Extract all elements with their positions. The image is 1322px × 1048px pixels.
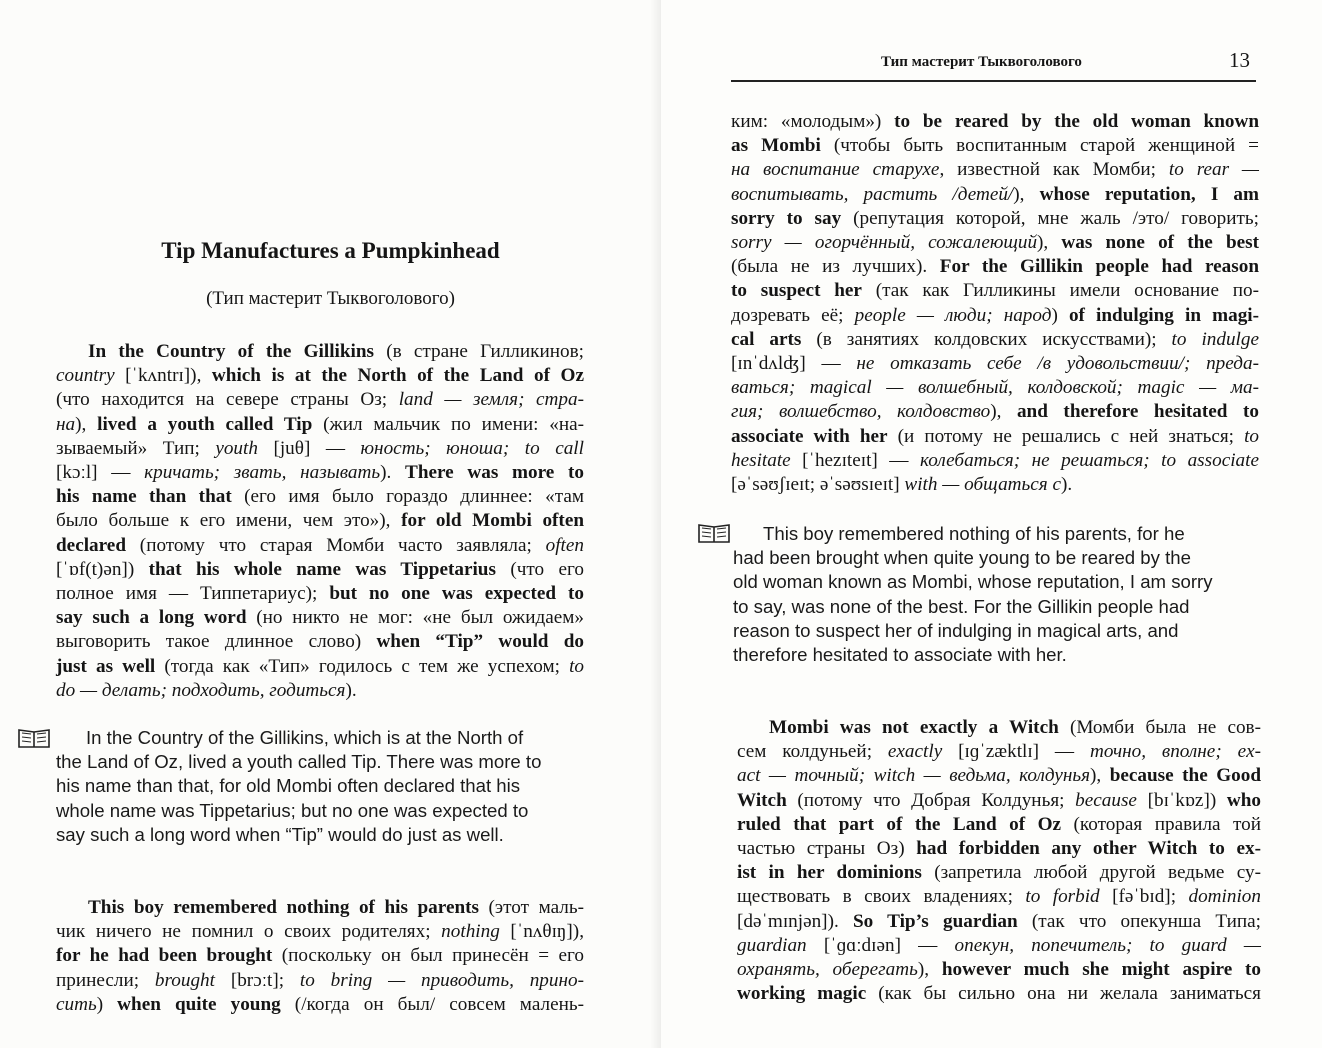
- chapter-title: Tip Manufactures a Pumpkinhead: [161, 238, 500, 263]
- english-line: his name than that, for old Mombi often declared that his: [56, 775, 521, 797]
- english-line: In the Country of the Gillikins, which is at the North of: [86, 727, 524, 748]
- english-line: old woman known as Mombi, whose reputation, I am sorry: [733, 571, 1213, 593]
- translation-text: (поскольку он был принесён = его: [272, 945, 584, 967]
- english-phrase: which is at the North of the Land of Oz: [211, 365, 584, 387]
- translation-text: чик ничего не помнил о своих родителях;: [56, 921, 442, 943]
- english-line: therefore hesitated to associate with her.: [733, 644, 1067, 666]
- translation-text: (но никто не мог: «не был ожидаем»: [246, 607, 584, 629]
- translation-text: было больше к его имени, чем это»),: [56, 510, 402, 532]
- english-phrase: So Tip’s guardian: [853, 910, 1018, 932]
- translation-text: сем колдуньей;: [737, 741, 888, 763]
- text-line: [56, 461, 584, 485]
- translation-text: полное имя — Типпетариус);: [56, 583, 330, 605]
- translation-text: частью страны Оз): [737, 838, 917, 860]
- running-head: [731, 48, 1256, 82]
- paragraph-3-bilingual: [737, 716, 1261, 1006]
- open-book-icon: [697, 522, 731, 544]
- gloss-italic: точно, вполне; ex-: [1090, 741, 1261, 763]
- translation-text: (этот маль-: [478, 897, 584, 918]
- gloss-italic: dominion: [1188, 886, 1261, 908]
- text-line: [56, 920, 584, 944]
- english-phrase: In the Country of the Gillikins: [88, 341, 374, 362]
- gloss-italic: ваться; magical — волшебный, колдовской; magic — ма-: [731, 377, 1259, 399]
- english-phrase: cal arts: [731, 328, 802, 350]
- text-line: [56, 534, 584, 558]
- text-line: [737, 837, 1261, 861]
- text-line: [737, 885, 1261, 909]
- translation-text: (чтобы быть воспитанным старой женщиной =: [820, 135, 1259, 157]
- gloss-italic: сить: [56, 993, 97, 1015]
- translation-text: (что находится на севере страны Оз;: [56, 389, 399, 411]
- translation-text: (тогда как «Тип» годилось с тем же успехом;: [155, 655, 570, 677]
- translation-text: ),: [1013, 183, 1040, 205]
- translation-text: [juθ] —: [257, 437, 361, 459]
- english-phrase: but no one was expected to: [329, 583, 584, 605]
- english-phrase: who: [1226, 789, 1261, 811]
- english-line: had been brought when quite young to be reared by the: [733, 547, 1191, 569]
- translation-text: [brɔːt];: [214, 969, 300, 991]
- translation-text: ).: [345, 679, 357, 701]
- translation-text: , известной как Момби;: [939, 159, 1169, 181]
- english-phrase: ruled that part of the Land of Oz: [737, 813, 1062, 835]
- english-line: the Land of Oz, lived a youth called Tip. There was more to: [56, 751, 542, 773]
- text-line: [56, 896, 584, 920]
- translation-text: (так что опекунша Типа;: [1017, 910, 1261, 932]
- translation-text: [ˈɡɑːdɪən] —: [806, 934, 955, 956]
- english-phrase: of indulging in magi-: [1068, 304, 1260, 326]
- text-line: [737, 740, 1261, 764]
- english-phrase: his name than that: [56, 486, 232, 508]
- gloss-italic: sorry — огорчённый, сожалеющий: [731, 232, 1038, 254]
- gloss-italic: to rear —: [1168, 159, 1259, 181]
- translation-text: [ˈɒf(t)ən]): [56, 558, 149, 580]
- page-number: 13: [1229, 48, 1250, 72]
- translation-text: (которая правила той: [1061, 813, 1262, 835]
- gloss-italic: do — делать; подходить, годиться: [56, 679, 346, 701]
- english-phrase: working magic: [737, 983, 867, 1005]
- text-line: [731, 304, 1259, 328]
- text-line: [56, 969, 584, 993]
- open-book-icon: [17, 727, 51, 749]
- text-line: [737, 861, 1261, 885]
- text-line: [56, 993, 584, 1017]
- english-phrase: for old Mombi often: [401, 510, 585, 532]
- translation-text: принесли;: [56, 969, 155, 991]
- gloss-italic: воспитывать, растить /детей/: [731, 183, 1014, 205]
- text-line: [56, 582, 584, 606]
- text-line: [731, 400, 1259, 424]
- translation-text: [ɪɡˈzæktlɪ] —: [942, 741, 1090, 763]
- text-line: [56, 437, 584, 461]
- english-phrase: This boy remembered nothing of his parents: [88, 897, 479, 918]
- gloss-italic: exactly: [887, 741, 943, 763]
- translation-text: (что его: [495, 558, 584, 580]
- translation-text: ществовать в своих владениях;: [737, 886, 1026, 908]
- text-line: [737, 958, 1261, 982]
- translation-text: (/когда он был/ совсем малень-: [280, 993, 585, 1015]
- text-line: [731, 207, 1259, 231]
- translation-text: (его имя было гораздо длиннее: «там: [231, 486, 584, 508]
- translation-text: ): [1051, 304, 1069, 326]
- translation-text: [fəˈbɪd];: [1099, 886, 1189, 908]
- text-line: [731, 376, 1259, 400]
- right-page: [661, 0, 1322, 1048]
- translation-text: (была не из лучших).: [731, 256, 940, 278]
- gloss-italic: опекун, попечитель; to guard —: [954, 934, 1261, 956]
- text-line: [737, 934, 1261, 958]
- text-line: [737, 813, 1261, 837]
- text-line: [737, 716, 1261, 740]
- paragraph-2-english: [733, 522, 1261, 667]
- text-line: [56, 679, 584, 703]
- translation-text: ),: [917, 959, 942, 981]
- text-line: [56, 655, 584, 679]
- translation-text: (Момби была не сов-: [1058, 717, 1261, 738]
- translation-text: (в стране Гилликинов;: [374, 341, 584, 362]
- text-line: [56, 558, 584, 582]
- gloss-italic: не отказать себе /в удовольствии/; преда-: [856, 353, 1259, 375]
- english-phrase: when quite young: [117, 993, 281, 1015]
- text-line: [56, 388, 584, 412]
- translation-text: (потому что старая Момби часто заявляла;: [126, 534, 546, 556]
- gloss-italic: to forbid: [1025, 886, 1100, 908]
- text-line: [56, 364, 584, 388]
- translation-text: (и потому не решались с ней знаться;: [887, 425, 1245, 447]
- text-line: [731, 352, 1259, 376]
- english-line: reason to suspect her of indulging in magical arts, and: [733, 619, 1179, 641]
- translation-text: [ˈnʌθɪŋ]),: [499, 921, 584, 943]
- english-phrase: whose reputation, I am: [1039, 183, 1260, 205]
- text-line: [731, 134, 1259, 158]
- english-phrase: Witch: [737, 789, 787, 811]
- paragraph-1-bilingual: [56, 340, 584, 703]
- translation-text: [ˈhezɪteɪt] —: [790, 449, 920, 471]
- translation-text: [ɪnˈdʌlʤ] —: [731, 353, 857, 375]
- translation-text: [dəˈmɪnjən]).: [737, 910, 853, 932]
- english-phrase: as Mombi: [731, 135, 821, 157]
- text-line: [731, 183, 1259, 207]
- english-phrase: say such a long word: [56, 607, 247, 629]
- gloss-italic: nothing: [441, 921, 500, 943]
- translation-text: (потому что Добрая Колдунья;: [786, 789, 1076, 811]
- english-line: say such a long word when “Tip” would do just as well.: [56, 823, 504, 845]
- translation-text: ): [96, 993, 118, 1015]
- gloss-italic: охранять, оберегать: [737, 959, 918, 981]
- gloss-italic: to indulge: [1171, 328, 1259, 350]
- paragraph-1-english: [56, 726, 584, 847]
- english-phrase: however much she might aspire to: [941, 959, 1261, 981]
- translation-text: ).: [1061, 474, 1073, 496]
- translation-text: [kɔːl] —: [56, 462, 145, 484]
- gloss-italic: to: [1244, 425, 1260, 447]
- english-phrase: because the Good: [1109, 765, 1262, 787]
- translation-text: (жил мальчик по имени: «на-: [312, 413, 584, 435]
- gloss-italic: people — люди; народ: [854, 304, 1052, 326]
- text-line: [731, 449, 1259, 473]
- text-line: [56, 485, 584, 509]
- translation-text: (запретила любой другой ведьме су-: [921, 862, 1261, 884]
- text-line: [731, 425, 1259, 449]
- gloss-italic: country: [56, 365, 115, 387]
- translation-text: (в занятиях колдовских искусствами);: [801, 328, 1172, 350]
- gloss-italic: brought: [154, 969, 215, 991]
- english-phrase: sorry to say: [731, 207, 842, 229]
- text-line: [737, 982, 1261, 1006]
- gloss-italic: because: [1075, 789, 1137, 811]
- text-line: [56, 340, 584, 364]
- english-phrase: ist in her dominions: [737, 862, 922, 884]
- translation-text: ).: [380, 462, 406, 484]
- running-title: Тип мастерит Тыквоголового: [881, 54, 1082, 70]
- english-line: to say, was none of the best. For the Gillikin people had: [733, 595, 1190, 617]
- text-line: [737, 764, 1261, 788]
- translation-text: ),: [1090, 765, 1110, 787]
- translation-text: (репутация которой, мне жаль /это/ говорить;: [841, 207, 1259, 229]
- translation-text: [ˈkʌntrɪ]),: [114, 365, 212, 387]
- gloss-italic: often: [545, 534, 584, 556]
- text-line: [731, 231, 1259, 255]
- translation-text: ),: [990, 401, 1017, 423]
- chapter-subtitle: (Тип мастерит Тыквоголового): [206, 288, 455, 309]
- text-line: [56, 630, 584, 654]
- english-line: This boy remembered nothing of his parents, for he: [763, 523, 1185, 544]
- translation-text: дозревать её;: [731, 304, 855, 326]
- english-phrase: that his whole name was Tippetarius: [148, 558, 496, 580]
- translation-text: (так как Гилликины имели основание по-: [861, 280, 1259, 302]
- gloss-italic: hesitate: [731, 449, 791, 471]
- translation-text: ),: [1037, 232, 1062, 254]
- gloss-italic: to: [569, 655, 585, 677]
- english-phrase: declared: [56, 534, 126, 556]
- translation-text: [bɪˈkɒz]): [1136, 789, 1227, 811]
- gloss-italic: на: [56, 413, 76, 435]
- gloss-italic: land — земля; стра-: [398, 389, 584, 411]
- gloss-italic: на воспитание старухе: [731, 159, 940, 181]
- paragraph-2-bilingual: [56, 896, 584, 1017]
- gloss-italic: гия; волшебство, колдовство: [731, 401, 991, 423]
- paragraph-2-continued: [731, 110, 1259, 497]
- gloss-italic: to bring — приводить, прино-: [299, 969, 584, 991]
- text-line: [731, 110, 1259, 134]
- translation-text: выговорить такое длинное слово): [56, 631, 377, 653]
- english-phrase: and therefore hesitated to: [1016, 401, 1259, 423]
- gloss-italic: колебаться; не решаться; to associate: [919, 449, 1259, 471]
- text-line: [731, 279, 1259, 303]
- translation-text: [əˈsəʊʃɪeɪt; əˈsəʊsɪeɪt]: [731, 474, 905, 496]
- gloss-italic: act — точный; witch — ведьма, колдунья: [737, 765, 1091, 787]
- text-line: [56, 509, 584, 533]
- gloss-italic: youth: [215, 437, 258, 459]
- english-phrase: There was more to: [405, 462, 584, 484]
- text-line: [56, 944, 584, 968]
- gloss-italic: with — общаться с: [904, 474, 1062, 496]
- text-line: [731, 473, 1259, 497]
- english-phrase: to suspect her: [731, 280, 862, 302]
- text-line: [737, 910, 1261, 934]
- text-line: [56, 606, 584, 630]
- english-phrase: to be reared by the old woman known: [894, 111, 1259, 132]
- english-phrase: had forbidden any other Witch to ex-: [916, 838, 1261, 860]
- text-line: [56, 413, 584, 437]
- text-line: [737, 789, 1261, 813]
- text-line: [731, 158, 1259, 182]
- gloss-italic: кричать; звать, называть: [144, 462, 381, 484]
- english-phrase: was none of the best: [1061, 232, 1259, 254]
- text-line: [731, 255, 1259, 279]
- english-phrase: Mombi was not exactly a Witch: [769, 717, 1059, 738]
- translation-text: зываемый» Тип;: [56, 437, 216, 459]
- english-phrase: For the Gillikin people had reason: [939, 256, 1259, 278]
- translation-text: (как бы сильно она ни желала заниматься: [866, 983, 1261, 1005]
- text-line: [731, 328, 1259, 352]
- translation-text: ким: «молодым»): [731, 111, 895, 132]
- english-phrase: lived a youth called Tip: [97, 413, 313, 435]
- english-phrase: for he had been brought: [56, 945, 273, 967]
- english-line: whole name was Tippetarius; but no one was expected to: [56, 799, 529, 821]
- translation-text: ),: [75, 413, 98, 435]
- english-phrase: associate with her: [731, 425, 888, 447]
- gloss-italic: юность; юноша; to call: [360, 437, 584, 459]
- gloss-italic: guardian: [737, 934, 807, 956]
- english-phrase: just as well: [56, 655, 156, 677]
- english-phrase: when “Tip” would do: [376, 631, 585, 653]
